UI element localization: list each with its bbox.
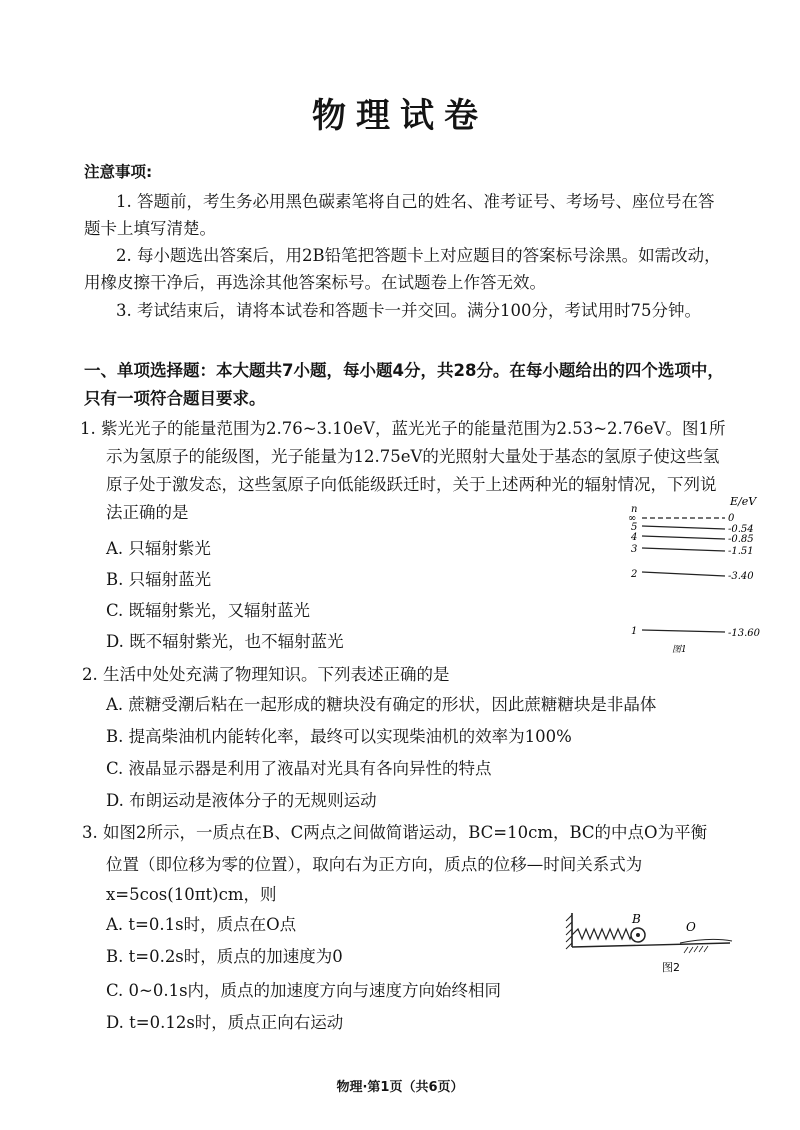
fig2-caption: 图2: [662, 961, 680, 974]
q3-stem-line-1: 3. 如图2所示，一质点在B、C两点之间做简谐运动，BC=10cm，BC的中点O为平衡: [82, 823, 708, 842]
level-e-3: -1.51: [728, 546, 754, 557]
q1-stem-line-3: 原子处于激发态，这些氢原子向低能级跃迁时，关于上述两种光的辐射情况，下列说: [106, 475, 717, 494]
level-e-5: -0.54: [728, 524, 754, 535]
level-n-4: 4: [631, 532, 638, 543]
level-e-2: -3.40: [728, 571, 754, 582]
notes-line-1: 1. 答题前，考生务必用黑色碳素笔将自己的姓名、准考证号、考场号、座位号在答: [116, 192, 715, 211]
level-line-5: [642, 526, 725, 529]
page-footer: 物理·第1页（共6页）: [336, 1080, 464, 1095]
q3-option-a: A. t=0.1s时，质点在O点: [106, 915, 297, 934]
fig1-n-label: n: [631, 504, 638, 515]
page-title: 物理试卷: [312, 96, 488, 136]
q1-stem-line-2: 示为氢原子的能级图，光子能量为12.75eV的光照射大量处于基态的氢原子使这些氢: [106, 447, 720, 466]
level-line-3: [642, 548, 725, 551]
q1-option-a: A. 只辐射紫光: [106, 539, 211, 558]
level-n-3: 3: [631, 544, 638, 555]
q3-option-c: C. 0~0.1s内，质点的加速度方向与速度方向始终相同: [106, 981, 502, 1000]
section-heading-line-2: 只有一项符合题目要求。: [84, 389, 266, 408]
q2-stem: 2. 生活中处处充满了物理知识。下列表述正确的是: [82, 665, 450, 684]
level-n-5: 5: [631, 522, 638, 533]
q1-stem-line-4: 法正确的是: [106, 503, 189, 522]
fig1-caption: 图1: [672, 645, 687, 655]
q3-stem-line-2: 位置（即位移为零的位置），取向右为正方向，质点的位移—时间关系式为: [106, 855, 643, 874]
track-hatching: [684, 946, 708, 953]
q3-option-b: B. t=0.2s时，质点的加速度为0: [106, 947, 343, 966]
q1-option-b: B. 只辐射蓝光: [106, 570, 212, 589]
level-n-2: 2: [631, 569, 638, 580]
q2-option-b: B. 提高柴油机内能转化率，最终可以实现柴油机的效率为100%: [106, 727, 572, 746]
wall-hatching: [566, 915, 572, 949]
section-heading-line-1: 一、单项选择题：本大题共7小题，每小题4分，共28分。在每小题给出的四个选项中，: [84, 361, 724, 380]
notes-heading: 注意事项:: [84, 163, 153, 181]
notes-line-5: 3. 考试结束后，请将本试卷和答题卡一并交回。满分100分，考试用时75分钟。: [116, 301, 701, 320]
notes-line-3: 2. 每小题选出答案后，用2B铅笔把答题卡上对应题目的答案标号涂黑。如需改动，: [116, 246, 721, 265]
level-line-2: [642, 572, 725, 576]
q1-option-d: D. 既不辐射紫光，也不辐射蓝光: [106, 632, 344, 651]
level-n-inf: ∞: [628, 513, 637, 524]
level-n-1: 1: [631, 626, 638, 637]
fig1-axis-label: E/eV: [730, 495, 757, 508]
mass-center: [636, 933, 640, 937]
label-o: O: [686, 920, 696, 934]
q1-option-c: C. 既辐射紫光，又辐射蓝光: [106, 601, 311, 620]
q1-stem-line-1: 1. 紫光光子的能量范围为2.76~3.10eV，蓝光光子的能量范围为2.53~2.76eV。图1所: [80, 419, 726, 438]
q2-option-d: D. 布朗运动是液体分子的无规则运动: [106, 791, 377, 810]
q2-option-c: C. 液晶显示器是利用了液晶对光具有各向异性的特点: [106, 759, 492, 778]
q3-option-d: D. t=0.12s时，质点正向右运动: [106, 1013, 344, 1032]
notes-line-4: 用橡皮擦干净后，再选涂其他答案标号。在试题卷上作答无效。: [84, 273, 546, 292]
energy-level-diagram: [620, 490, 780, 660]
spring: [572, 929, 638, 939]
spring-oscillator-diagram: [560, 905, 740, 985]
q3-stem-line-3: x=5cos(10πt)cm，则: [106, 885, 277, 904]
q2-option-a: A. 蔗糖受潮后粘在一起形成的糖块没有确定的形状，因此蔗糖糖块是非晶体: [106, 695, 657, 714]
level-e-1: -13.60: [728, 628, 761, 639]
level-e-4: -0.85: [728, 534, 754, 545]
track: [572, 943, 730, 947]
label-b: B: [632, 912, 641, 926]
level-e-inf: 0: [728, 513, 735, 524]
level-line-1: [642, 630, 725, 632]
notes-line-2: 题卡上填写清楚。: [84, 219, 216, 238]
level-line-4: [642, 536, 725, 539]
